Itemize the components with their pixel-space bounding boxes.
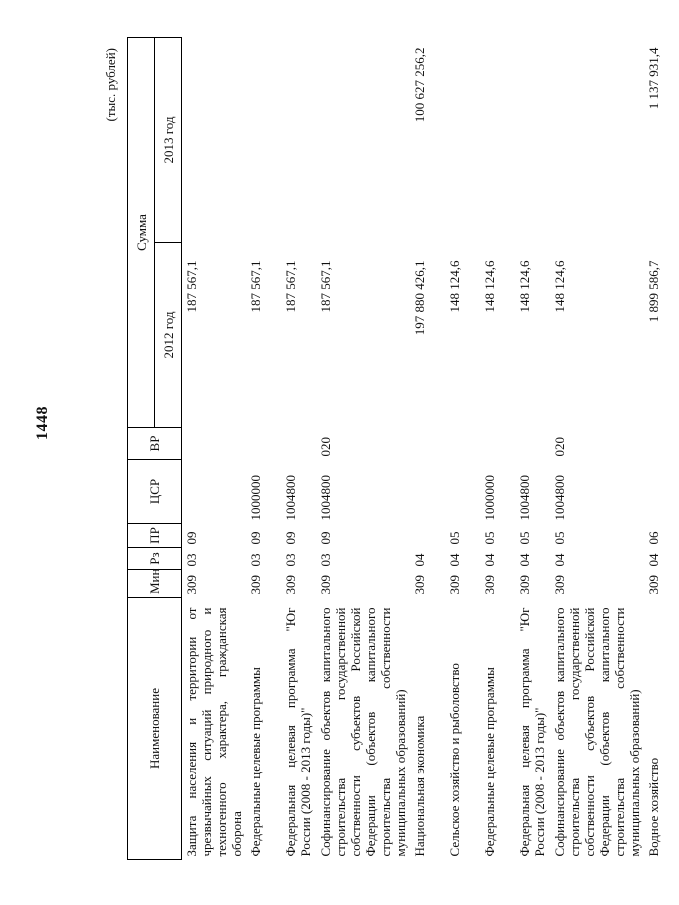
row-rz: 03 bbox=[318, 553, 333, 567]
row-csr bbox=[410, 460, 445, 524]
row-value-2013: 1 137 931,4 bbox=[646, 47, 661, 110]
row-vr bbox=[480, 428, 515, 460]
row-rz: 03 bbox=[184, 553, 199, 567]
row-value-2012: 187 567,1 bbox=[184, 260, 199, 313]
row-min: 309 bbox=[318, 575, 333, 595]
row-rz: 04 bbox=[517, 553, 532, 567]
row-value-2012: 148 124,6 bbox=[517, 260, 532, 313]
row-csr: 1000000 bbox=[482, 475, 497, 521]
row-name: Софинансирование объектов капитального строительства государственной собственности субъектов Российской Федерации (объектов капитального строительства собственности муниципальных образований) bbox=[552, 607, 642, 857]
row-value-2012: 197 880 426,1 bbox=[412, 260, 427, 336]
row-pr: 05 bbox=[517, 531, 532, 545]
row-value-2013: 100 627 256,2 bbox=[412, 47, 427, 123]
row-vr bbox=[246, 428, 281, 460]
row-rz: 04 bbox=[447, 553, 462, 567]
row-name: Федеральные целевые программы bbox=[248, 667, 263, 857]
row-vr bbox=[445, 428, 480, 460]
table-row bbox=[644, 38, 679, 860]
row-csr: 1004800 bbox=[517, 475, 532, 521]
row-min: 309 bbox=[552, 575, 567, 595]
row-pr bbox=[410, 524, 445, 548]
row-pr: 05 bbox=[447, 531, 462, 545]
row-value-2012: 148 124,6 bbox=[447, 260, 462, 313]
row-pr: 05 bbox=[552, 531, 567, 545]
header-csr: ЦСР bbox=[128, 460, 182, 524]
row-vr bbox=[182, 428, 247, 460]
row-name: Федеральная целевая программа "Юг России (2008 - 2013 годы)" bbox=[517, 607, 547, 857]
header-2012: 2012 год bbox=[155, 243, 182, 428]
row-name: Федеральная целевая программа "Юг России (2008 - 2013 годы)" bbox=[283, 607, 313, 857]
header-name: Наименование bbox=[128, 598, 182, 860]
row-value-2012: 187 567,1 bbox=[283, 260, 298, 313]
header-sum: Сумма bbox=[128, 38, 155, 428]
header-pr: ПР bbox=[128, 524, 182, 548]
table-row bbox=[480, 38, 515, 860]
unit-note: (тыс. рублей) bbox=[103, 48, 118, 122]
row-vr: 020 bbox=[552, 437, 567, 457]
row-value-2013 bbox=[480, 38, 515, 243]
row-name: Федеральные целевые программы bbox=[482, 667, 497, 857]
table-body bbox=[182, 38, 679, 860]
row-csr: 1000000 bbox=[248, 475, 263, 521]
row-csr: 1004800 bbox=[283, 475, 298, 521]
row-csr bbox=[182, 460, 247, 524]
row-vr bbox=[281, 428, 316, 460]
row-min: 309 bbox=[412, 575, 427, 595]
table-row bbox=[246, 38, 281, 860]
row-value-2013 bbox=[246, 38, 281, 243]
row-min: 309 bbox=[482, 575, 497, 595]
budget-table bbox=[127, 37, 679, 860]
page-number: 1448 bbox=[34, 406, 51, 440]
row-rz: 04 bbox=[482, 553, 497, 567]
row-rz: 03 bbox=[283, 553, 298, 567]
row-value-2012: 187 567,1 bbox=[318, 260, 333, 313]
row-csr: 1004800 bbox=[552, 475, 567, 521]
row-value-2012: 1 899 586,7 bbox=[646, 260, 661, 323]
row-min: 309 bbox=[646, 575, 661, 595]
row-rz: 04 bbox=[412, 553, 427, 567]
row-min: 309 bbox=[184, 575, 199, 595]
table-row bbox=[316, 38, 410, 860]
row-vr bbox=[410, 428, 445, 460]
row-vr bbox=[515, 428, 550, 460]
row-pr: 09 bbox=[318, 531, 333, 545]
row-csr: 1004800 bbox=[318, 475, 333, 521]
row-name: Сельское хозяйство и рыболовство bbox=[447, 663, 462, 857]
row-pr: 05 bbox=[482, 531, 497, 545]
row-name: Национальная экономика bbox=[412, 715, 427, 857]
table-row bbox=[281, 38, 316, 860]
header-2013: 2013 год bbox=[155, 38, 182, 243]
row-min: 309 bbox=[248, 575, 263, 595]
row-value-2013 bbox=[550, 38, 644, 243]
row-min: 309 bbox=[517, 575, 532, 595]
row-value-2013 bbox=[316, 38, 410, 243]
rotated-table-container bbox=[103, 38, 661, 860]
header-rz: Рз bbox=[128, 548, 182, 570]
row-name: Защита населения и территории от чрезвычайных ситуаций природного и техногенного характера, гражданская оборона bbox=[184, 607, 244, 857]
table-row bbox=[445, 38, 480, 860]
row-value-2012: 187 567,1 bbox=[248, 260, 263, 313]
table-row bbox=[550, 38, 644, 860]
table-row bbox=[410, 38, 445, 860]
row-rz: 04 bbox=[646, 553, 661, 567]
table-header bbox=[128, 38, 182, 860]
row-pr: 09 bbox=[184, 531, 199, 545]
row-pr: 09 bbox=[283, 531, 298, 545]
row-value-2013 bbox=[445, 38, 480, 243]
row-name: Софинансирование объектов капитального строительства государственной собственности субъектов Российской Федерации (объектов капитального строительства собственности муниципальных образований) bbox=[318, 607, 408, 857]
header-vr: ВР bbox=[128, 428, 182, 460]
row-name: Водное хозяйство bbox=[646, 757, 661, 857]
row-vr bbox=[644, 428, 679, 460]
table-row bbox=[515, 38, 550, 860]
row-vr: 020 bbox=[318, 437, 333, 457]
row-csr bbox=[445, 460, 480, 524]
row-value-2012: 148 124,6 bbox=[552, 260, 567, 313]
row-pr: 09 bbox=[248, 531, 263, 545]
row-value-2013 bbox=[281, 38, 316, 243]
row-value-2012: 148 124,6 bbox=[482, 260, 497, 313]
row-min: 309 bbox=[283, 575, 298, 595]
table-row bbox=[182, 38, 247, 860]
row-min: 309 bbox=[447, 575, 462, 595]
row-csr bbox=[644, 460, 679, 524]
row-rz: 03 bbox=[248, 553, 263, 567]
header-min: Мин bbox=[128, 570, 182, 598]
row-rz: 04 bbox=[552, 553, 567, 567]
row-value-2013 bbox=[182, 38, 247, 243]
row-pr: 06 bbox=[646, 531, 661, 545]
row-value-2013 bbox=[515, 38, 550, 243]
